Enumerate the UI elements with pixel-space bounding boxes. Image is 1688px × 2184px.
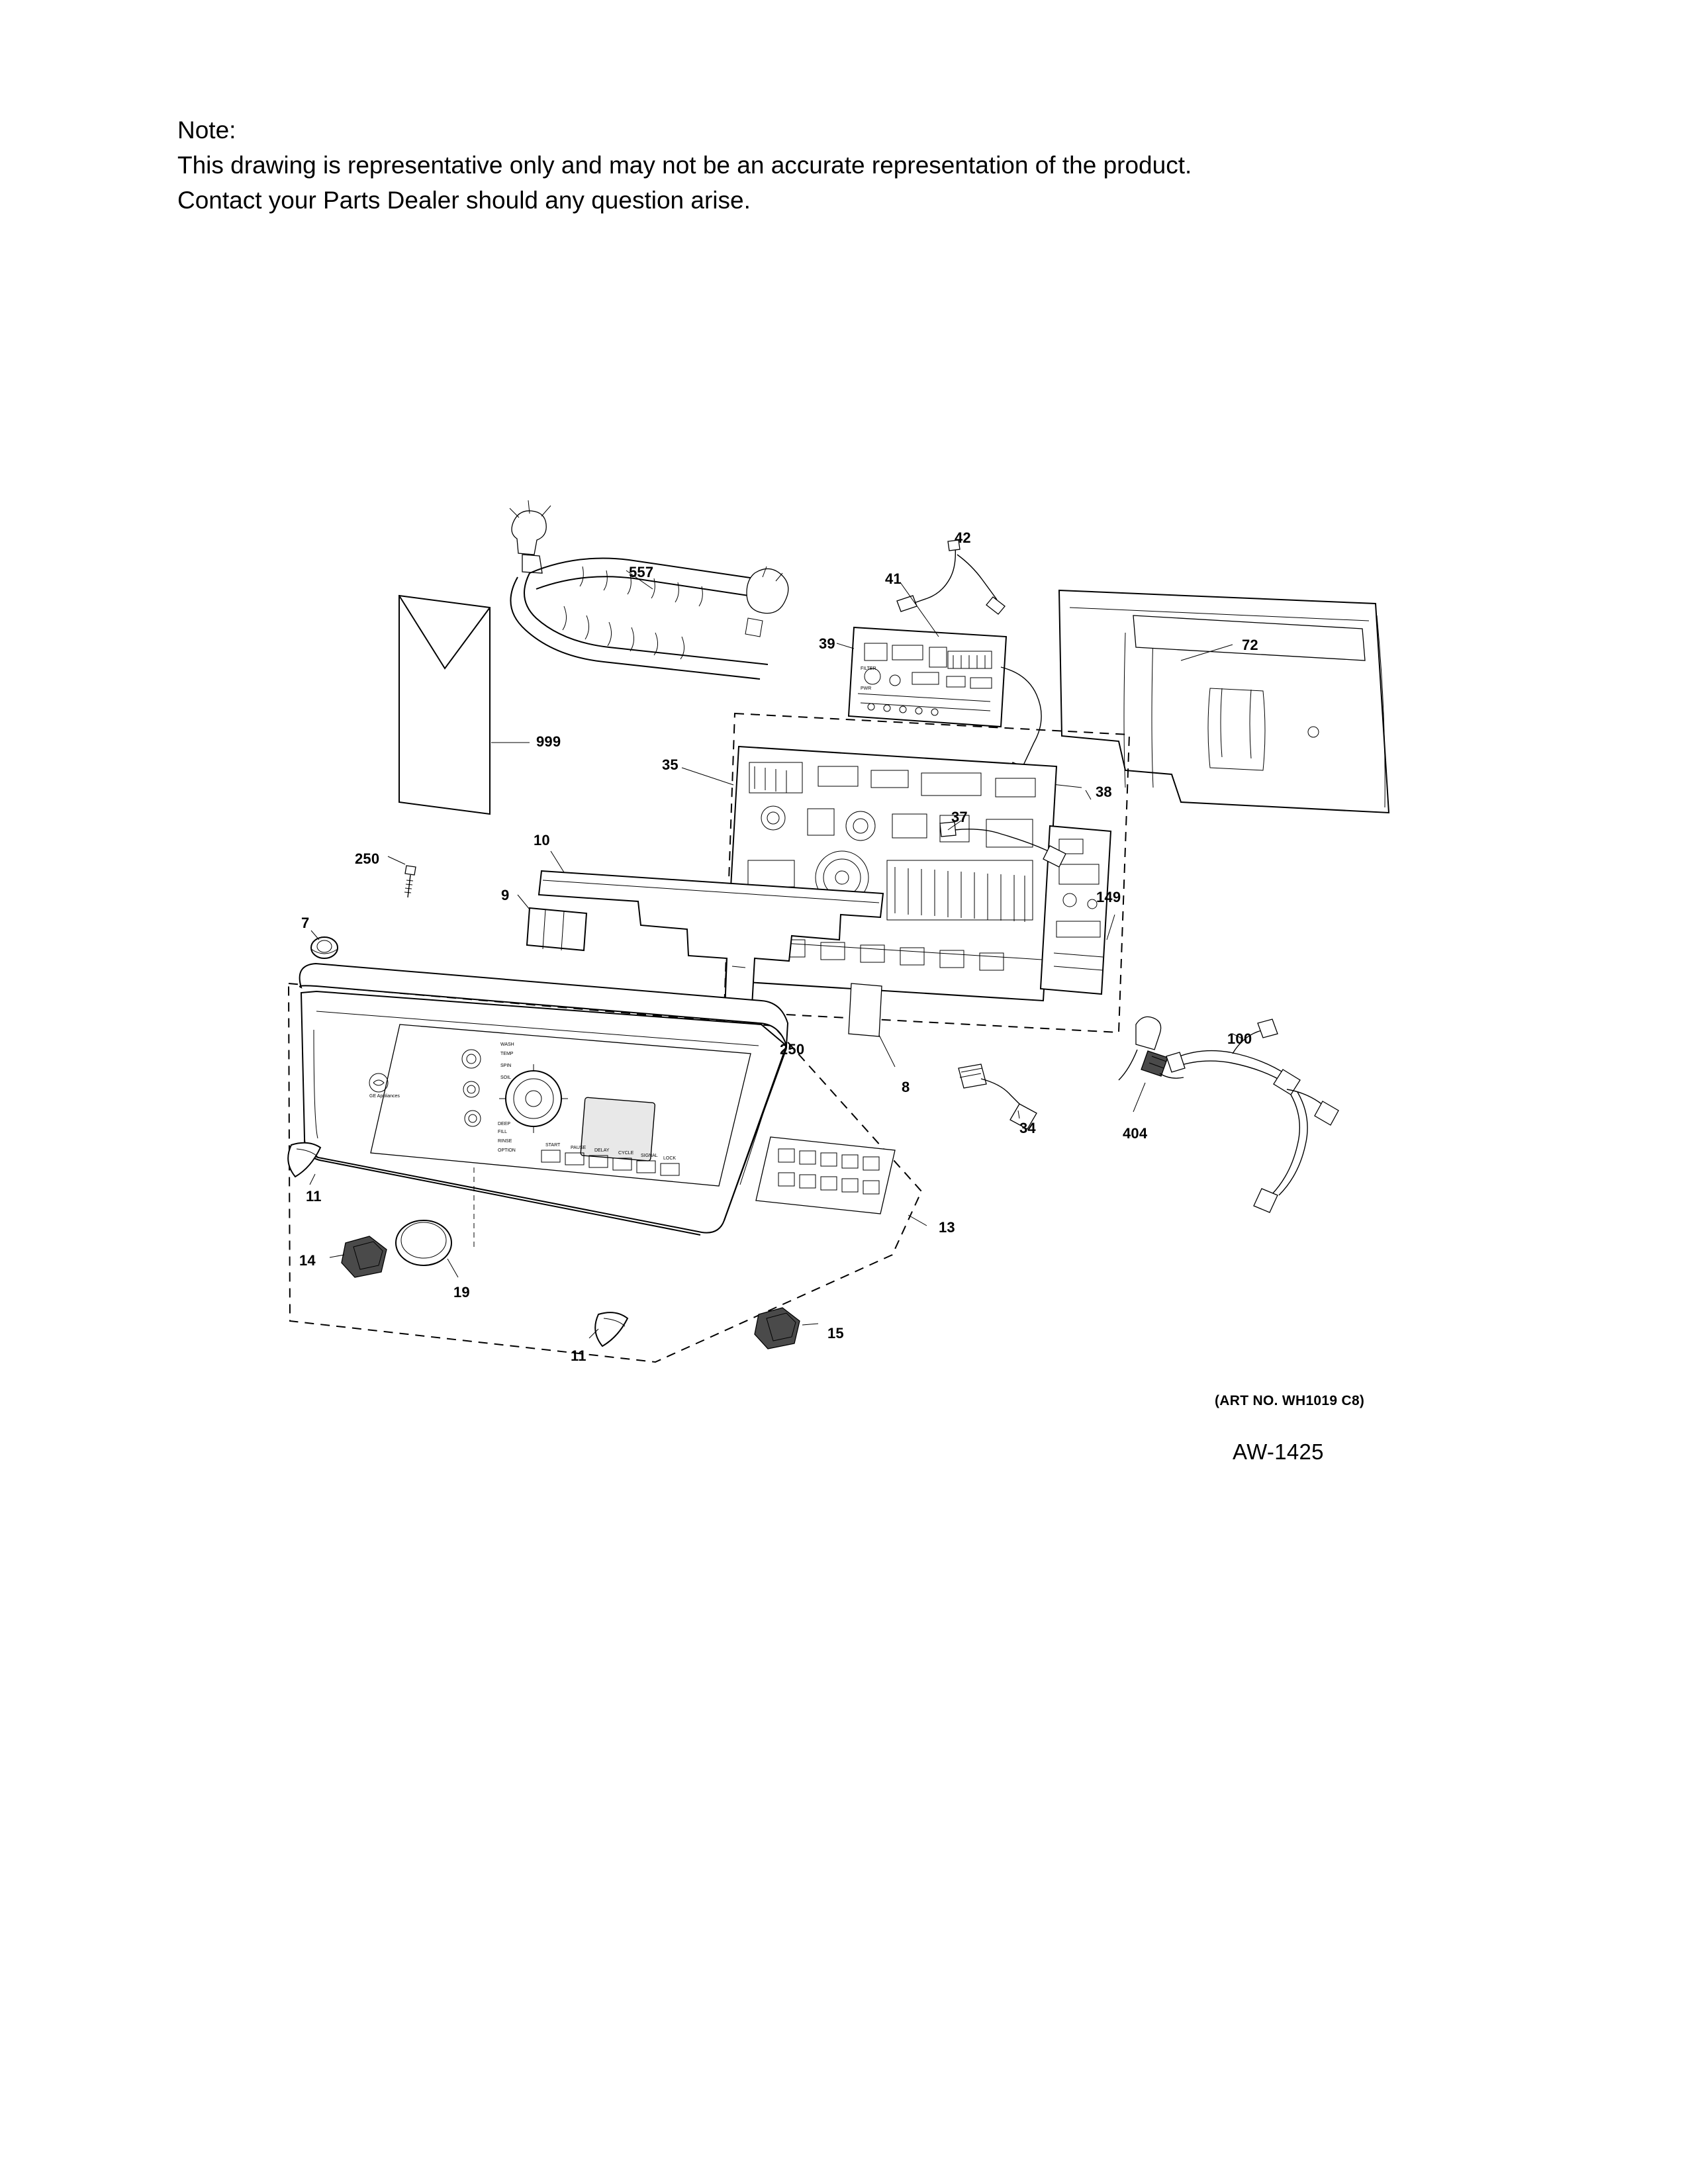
callout-8: 8	[902, 1079, 910, 1095]
svg-text:SPIN: SPIN	[500, 1064, 512, 1068]
part-250-screw-upper	[388, 856, 416, 897]
note-line-1: This drawing is representative only and may not be an accurate representation of the product.	[177, 152, 1192, 179]
svg-text:DEEP: DEEP	[498, 1122, 511, 1126]
part-999-manual	[399, 596, 530, 814]
callout-100: 100	[1227, 1030, 1252, 1047]
part-100-wire-harness	[1166, 1019, 1338, 1212]
svg-text:SIGNAL: SIGNAL	[641, 1154, 658, 1158]
callout-11-bottom: 11	[571, 1347, 586, 1364]
svg-text:WASH: WASH	[500, 1042, 514, 1047]
svg-text:CYCLE: CYCLE	[618, 1151, 634, 1156]
callout-11-left: 11	[306, 1188, 322, 1205]
callout-13: 13	[939, 1219, 955, 1236]
callout-9: 9	[501, 887, 510, 903]
part-9-clip	[518, 895, 586, 950]
callout-72: 72	[1242, 637, 1258, 653]
part-7-cap	[311, 931, 338, 958]
callout-557: 557	[629, 564, 654, 580]
callout-7: 7	[301, 915, 310, 931]
svg-text:OPTION: OPTION	[498, 1148, 516, 1153]
svg-text:FILTER: FILTER	[861, 666, 876, 671]
svg-text:SOIL: SOIL	[500, 1075, 511, 1080]
callout-34: 34	[1019, 1120, 1036, 1136]
part-15-cap	[755, 1308, 818, 1349]
callout-38: 38	[1096, 784, 1112, 800]
note-line-2: Contact your Parts Dealer should any question arise.	[177, 187, 751, 214]
svg-text:LOCK: LOCK	[663, 1156, 677, 1161]
svg-text:GE Appliances: GE Appliances	[369, 1094, 400, 1099]
callout-42: 42	[955, 529, 971, 546]
callout-250-upper: 250	[355, 850, 380, 867]
svg-text:PAUSE: PAUSE	[571, 1146, 586, 1150]
part-13-console	[300, 964, 927, 1235]
callout-999: 999	[536, 733, 561, 750]
part-557-hose	[510, 500, 788, 679]
part-14-cap	[330, 1236, 387, 1277]
callout-15: 15	[827, 1325, 844, 1342]
part-11-endcap-left	[288, 1143, 320, 1185]
callout-41: 41	[885, 570, 902, 587]
svg-text:RINSE: RINSE	[498, 1139, 512, 1144]
svg-text:DELAY: DELAY	[594, 1148, 610, 1153]
art-number: (ART NO. WH1019 C8)	[1215, 1393, 1365, 1408]
callout-39: 39	[819, 635, 835, 652]
svg-text:START: START	[545, 1143, 561, 1148]
art-id: AW-1425	[1233, 1439, 1324, 1464]
part-42-wire-harness	[897, 540, 1005, 614]
part-72-bracket	[1059, 590, 1389, 813]
svg-text:TEMP: TEMP	[500, 1052, 514, 1056]
svg-text:PWR: PWR	[861, 686, 872, 691]
callout-14: 14	[299, 1252, 316, 1269]
note-heading: Note:	[177, 116, 236, 144]
callout-404: 404	[1123, 1125, 1148, 1142]
callout-10: 10	[534, 832, 550, 848]
callout-35: 35	[662, 756, 679, 773]
callout-37: 37	[951, 809, 968, 825]
callout-149: 149	[1096, 889, 1121, 905]
callout-250-lower: 250	[780, 1041, 805, 1058]
svg-text:FILL: FILL	[498, 1130, 508, 1134]
part-11-endcap-bottom	[589, 1312, 628, 1346]
part-38-connector	[1086, 790, 1091, 799]
callout-19: 19	[453, 1284, 470, 1300]
